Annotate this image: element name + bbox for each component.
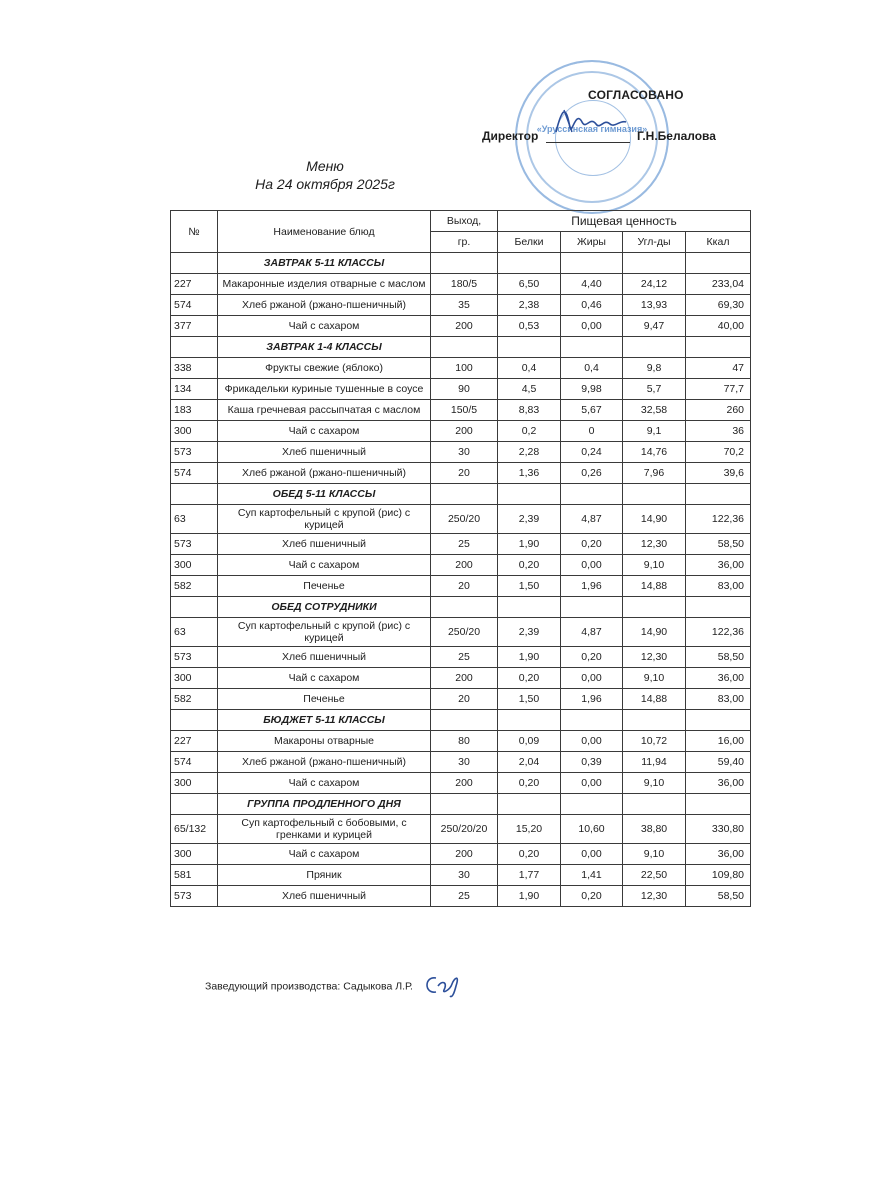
table-row — [171, 731, 751, 752]
dish-name: Хлеб пшеничный — [218, 442, 431, 463]
dish-kcal: 233,04 — [686, 274, 751, 295]
section-num-cell — [171, 710, 218, 731]
section-title: БЮДЖЕТ 5-11 КЛАССЫ — [218, 710, 431, 731]
dish-kcal: 69,30 — [686, 295, 751, 316]
dish-carbs: 22,50 — [623, 865, 686, 886]
dish-fat: 0,4 — [561, 358, 623, 379]
section-empty-cell — [498, 597, 561, 618]
dish-carbs: 12,30 — [623, 647, 686, 668]
table-row — [171, 463, 751, 484]
section-num-cell — [171, 794, 218, 815]
dish-fat: 0,39 — [561, 752, 623, 773]
dish-name: Чай с сахаром — [218, 421, 431, 442]
dish-output: 200 — [431, 668, 498, 689]
dish-number: 300 — [171, 844, 218, 865]
dish-protein: 0,20 — [498, 844, 561, 865]
section-row — [171, 597, 751, 618]
dish-fat: 0,26 — [561, 463, 623, 484]
dish-name: Каша гречневая рассыпчатая с маслом — [218, 400, 431, 421]
dish-kcal: 122,36 — [686, 505, 751, 534]
dish-carbs: 14,88 — [623, 689, 686, 710]
dish-kcal: 40,00 — [686, 316, 751, 337]
dish-name: Макаронные изделия отварные с маслом — [218, 274, 431, 295]
dish-output: 30 — [431, 865, 498, 886]
table-row — [171, 668, 751, 689]
section-num-cell — [171, 597, 218, 618]
dish-number: 574 — [171, 463, 218, 484]
dish-carbs: 24,12 — [623, 274, 686, 295]
dish-kcal: 39,6 — [686, 463, 751, 484]
section-empty-cell — [498, 253, 561, 274]
dish-protein: 1,50 — [498, 689, 561, 710]
dish-number: 338 — [171, 358, 218, 379]
dish-protein: 8,83 — [498, 400, 561, 421]
dish-carbs: 9,10 — [623, 844, 686, 865]
dish-output: 25 — [431, 886, 498, 907]
table-row — [171, 400, 751, 421]
dish-protein: 6,50 — [498, 274, 561, 295]
dish-carbs: 9,8 — [623, 358, 686, 379]
dish-name: Хлеб ржаной (ржано-пшеничный) — [218, 463, 431, 484]
table-row — [171, 576, 751, 597]
dish-output: 200 — [431, 316, 498, 337]
section-empty-cell — [561, 337, 623, 358]
dish-number: 573 — [171, 534, 218, 555]
dish-output: 80 — [431, 731, 498, 752]
header-row-1 — [171, 211, 751, 232]
table-row — [171, 534, 751, 555]
section-empty-cell — [431, 253, 498, 274]
dish-number: 300 — [171, 421, 218, 442]
dish-output: 20 — [431, 463, 498, 484]
dish-number: 300 — [171, 773, 218, 794]
dish-carbs: 13,93 — [623, 295, 686, 316]
dish-fat: 1,96 — [561, 576, 623, 597]
dish-fat: 4,87 — [561, 618, 623, 647]
dish-kcal: 83,00 — [686, 689, 751, 710]
dish-carbs: 14,90 — [623, 505, 686, 534]
dish-protein: 1,90 — [498, 886, 561, 907]
dish-protein: 0,53 — [498, 316, 561, 337]
footer-text: Заведующий производства: Садыкова Л.Р. — [205, 980, 413, 993]
dish-kcal: 109,80 — [686, 865, 751, 886]
dish-fat: 0,00 — [561, 316, 623, 337]
table-row — [171, 865, 751, 886]
section-empty-cell — [561, 484, 623, 505]
dish-kcal: 36,00 — [686, 555, 751, 576]
dish-kcal: 260 — [686, 400, 751, 421]
col-kcal-header: Ккал — [686, 232, 751, 253]
dish-number: 63 — [171, 505, 218, 534]
dish-number: 300 — [171, 668, 218, 689]
dish-protein: 1,90 — [498, 647, 561, 668]
manager-signature-icon — [422, 972, 466, 1001]
table-row — [171, 379, 751, 400]
dish-name: Печенье — [218, 689, 431, 710]
dish-output: 100 — [431, 358, 498, 379]
dish-fat: 0,00 — [561, 668, 623, 689]
dish-name: Суп картофельный с бобовыми, с гренками и курицей — [218, 815, 431, 844]
col-output-unit-header: гр. — [431, 232, 498, 253]
table-row — [171, 844, 751, 865]
section-empty-cell — [498, 337, 561, 358]
dish-carbs: 14,88 — [623, 576, 686, 597]
col-num-header: № — [171, 211, 218, 253]
approval-block — [470, 60, 770, 210]
menu-date: На 24 октября 2025г — [255, 176, 395, 192]
dish-kcal: 36,00 — [686, 844, 751, 865]
dish-name: Хлеб пшеничный — [218, 886, 431, 907]
table-row — [171, 555, 751, 576]
dish-fat: 1,41 — [561, 865, 623, 886]
dish-fat: 0 — [561, 421, 623, 442]
dish-name: Хлеб пшеничный — [218, 534, 431, 555]
dish-fat: 1,96 — [561, 689, 623, 710]
dish-output: 30 — [431, 752, 498, 773]
dish-kcal: 70,2 — [686, 442, 751, 463]
table-row — [171, 316, 751, 337]
dish-output: 200 — [431, 773, 498, 794]
col-carbs-header: Угл-ды — [623, 232, 686, 253]
dish-number: 582 — [171, 576, 218, 597]
section-title: ОБЕД СОТРУДНИКИ — [218, 597, 431, 618]
dish-number: 573 — [171, 886, 218, 907]
section-empty-cell — [686, 253, 751, 274]
dish-name: Суп картофельный с крупой (рис) с курицей — [218, 618, 431, 647]
dish-kcal: 36,00 — [686, 773, 751, 794]
section-empty-cell — [498, 710, 561, 731]
dish-protein: 0,20 — [498, 555, 561, 576]
menu-table — [170, 210, 751, 907]
dish-protein: 1,90 — [498, 534, 561, 555]
dish-kcal: 83,00 — [686, 576, 751, 597]
dish-fat: 4,40 — [561, 274, 623, 295]
dish-output: 200 — [431, 421, 498, 442]
dish-kcal: 77,7 — [686, 379, 751, 400]
dish-kcal: 58,50 — [686, 647, 751, 668]
footer — [205, 972, 466, 1001]
director-name: Г.Н.Белалова — [637, 129, 716, 143]
dish-carbs: 12,30 — [623, 534, 686, 555]
dish-number: 134 — [171, 379, 218, 400]
dish-protein: 15,20 — [498, 815, 561, 844]
dish-number: 183 — [171, 400, 218, 421]
dish-output: 250/20/20 — [431, 815, 498, 844]
dish-output: 250/20 — [431, 505, 498, 534]
dish-output: 250/20 — [431, 618, 498, 647]
section-empty-cell — [623, 710, 686, 731]
col-fat-header: Жиры — [561, 232, 623, 253]
section-empty-cell — [686, 794, 751, 815]
dish-carbs: 9,10 — [623, 668, 686, 689]
dish-output: 35 — [431, 295, 498, 316]
section-empty-cell — [498, 484, 561, 505]
table-row — [171, 295, 751, 316]
dish-name: Чай с сахаром — [218, 316, 431, 337]
section-empty-cell — [623, 484, 686, 505]
dish-fat: 0,00 — [561, 731, 623, 752]
dish-protein: 2,39 — [498, 618, 561, 647]
table-row — [171, 815, 751, 844]
table-row — [171, 752, 751, 773]
section-title: ГРУППА ПРОДЛЕННОГО ДНЯ — [218, 794, 431, 815]
stamp-text: «Уруссинская гимназия» — [536, 124, 648, 134]
dish-kcal: 330,80 — [686, 815, 751, 844]
dish-carbs: 9,47 — [623, 316, 686, 337]
dish-kcal: 36,00 — [686, 668, 751, 689]
dish-kcal: 58,50 — [686, 886, 751, 907]
col-name-header: Наименование блюд — [218, 211, 431, 253]
table-row — [171, 358, 751, 379]
section-row — [171, 794, 751, 815]
table-row — [171, 647, 751, 668]
dish-number: 573 — [171, 647, 218, 668]
dish-protein: 0,20 — [498, 773, 561, 794]
dish-fat: 10,60 — [561, 815, 623, 844]
dish-carbs: 9,1 — [623, 421, 686, 442]
table-row — [171, 618, 751, 647]
dish-output: 150/5 — [431, 400, 498, 421]
dish-carbs: 7,96 — [623, 463, 686, 484]
dish-output: 20 — [431, 689, 498, 710]
section-empty-cell — [686, 484, 751, 505]
dish-protein: 0,2 — [498, 421, 561, 442]
section-empty-cell — [561, 794, 623, 815]
dish-carbs: 14,76 — [623, 442, 686, 463]
dish-protein: 2,38 — [498, 295, 561, 316]
table-row — [171, 773, 751, 794]
section-empty-cell — [686, 710, 751, 731]
table-row — [171, 689, 751, 710]
dish-protein: 1,50 — [498, 576, 561, 597]
section-empty-cell — [431, 597, 498, 618]
dish-protein: 0,4 — [498, 358, 561, 379]
section-empty-cell — [686, 337, 751, 358]
col-output-header: Выход, — [431, 211, 498, 232]
dish-number: 65/132 — [171, 815, 218, 844]
dish-kcal: 36 — [686, 421, 751, 442]
dish-protein: 1,77 — [498, 865, 561, 886]
section-num-cell — [171, 253, 218, 274]
dish-name: Фрукты свежие (яблоко) — [218, 358, 431, 379]
dish-number: 573 — [171, 442, 218, 463]
section-empty-cell — [623, 597, 686, 618]
dish-name: Хлеб ржаной (ржано-пшеничный) — [218, 295, 431, 316]
section-empty-cell — [561, 710, 623, 731]
dish-fat: 0,46 — [561, 295, 623, 316]
dish-name: Макароны отварные — [218, 731, 431, 752]
section-empty-cell — [623, 253, 686, 274]
director-signature-icon — [546, 124, 630, 143]
dish-protein: 1,36 — [498, 463, 561, 484]
approved-label: СОГЛАСОВАНО — [588, 88, 684, 102]
section-empty-cell — [431, 710, 498, 731]
dish-number: 574 — [171, 295, 218, 316]
dish-carbs: 12,30 — [623, 886, 686, 907]
section-empty-cell — [623, 337, 686, 358]
director-line — [482, 124, 716, 143]
dish-name: Чай с сахаром — [218, 668, 431, 689]
dish-carbs: 14,90 — [623, 618, 686, 647]
dish-name: Хлеб пшеничный — [218, 647, 431, 668]
dish-output: 90 — [431, 379, 498, 400]
table-row — [171, 442, 751, 463]
section-num-cell — [171, 484, 218, 505]
dish-carbs: 11,94 — [623, 752, 686, 773]
dish-protein: 2,39 — [498, 505, 561, 534]
dish-output: 200 — [431, 844, 498, 865]
dish-name: Хлеб ржаной (ржано-пшеничный) — [218, 752, 431, 773]
table-row — [171, 505, 751, 534]
director-label: Директор — [482, 129, 539, 143]
dish-number: 300 — [171, 555, 218, 576]
dish-kcal: 16,00 — [686, 731, 751, 752]
section-empty-cell — [431, 484, 498, 505]
dish-fat: 0,00 — [561, 844, 623, 865]
dish-protein: 0,20 — [498, 668, 561, 689]
col-protein-header: Белки — [498, 232, 561, 253]
dish-output: 30 — [431, 442, 498, 463]
dish-kcal: 59,40 — [686, 752, 751, 773]
menu-title: Меню — [306, 158, 344, 174]
dish-number: 582 — [171, 689, 218, 710]
dish-output: 200 — [431, 555, 498, 576]
dish-fat: 9,98 — [561, 379, 623, 400]
section-title: ЗАВТРАК 1-4 КЛАССЫ — [218, 337, 431, 358]
section-row — [171, 710, 751, 731]
dish-fat: 0,00 — [561, 555, 623, 576]
dish-output: 25 — [431, 534, 498, 555]
section-empty-cell — [561, 597, 623, 618]
section-empty-cell — [686, 597, 751, 618]
section-empty-cell — [623, 794, 686, 815]
dish-name: Пряник — [218, 865, 431, 886]
dish-kcal: 58,50 — [686, 534, 751, 555]
section-empty-cell — [498, 794, 561, 815]
dish-output: 25 — [431, 647, 498, 668]
dish-name: Фрикадельки куриные тушенные в соусе — [218, 379, 431, 400]
col-nutrition-header: Пищевая ценность — [498, 211, 751, 232]
dish-protein: 2,28 — [498, 442, 561, 463]
dish-kcal: 122,36 — [686, 618, 751, 647]
dish-number: 574 — [171, 752, 218, 773]
dish-carbs: 38,80 — [623, 815, 686, 844]
dish-fat: 4,87 — [561, 505, 623, 534]
dish-number: 377 — [171, 316, 218, 337]
dish-fat: 0,20 — [561, 886, 623, 907]
dish-carbs: 5,7 — [623, 379, 686, 400]
dish-name: Чай с сахаром — [218, 555, 431, 576]
table-row — [171, 421, 751, 442]
dish-name: Чай с сахаром — [218, 844, 431, 865]
dish-carbs: 10,72 — [623, 731, 686, 752]
section-empty-cell — [431, 794, 498, 815]
dish-name: Печенье — [218, 576, 431, 597]
menu-table-body — [171, 253, 751, 907]
section-title: ОБЕД 5-11 КЛАССЫ — [218, 484, 431, 505]
dish-fat: 0,24 — [561, 442, 623, 463]
section-row — [171, 253, 751, 274]
section-empty-cell — [561, 253, 623, 274]
dish-output: 180/5 — [431, 274, 498, 295]
dish-fat: 0,20 — [561, 534, 623, 555]
dish-carbs: 9,10 — [623, 773, 686, 794]
section-num-cell — [171, 337, 218, 358]
dish-protein: 2,04 — [498, 752, 561, 773]
dish-output: 20 — [431, 576, 498, 597]
dish-protein: 0,09 — [498, 731, 561, 752]
dish-carbs: 32,58 — [623, 400, 686, 421]
dish-carbs: 9,10 — [623, 555, 686, 576]
dish-name: Чай с сахаром — [218, 773, 431, 794]
dish-number: 581 — [171, 865, 218, 886]
section-row — [171, 337, 751, 358]
dish-kcal: 47 — [686, 358, 751, 379]
section-title: ЗАВТРАК 5-11 КЛАССЫ — [218, 253, 431, 274]
dish-fat: 0,20 — [561, 647, 623, 668]
dish-number: 227 — [171, 731, 218, 752]
dish-name: Суп картофельный с крупой (рис) с курицей — [218, 505, 431, 534]
table-row — [171, 274, 751, 295]
dish-fat: 5,67 — [561, 400, 623, 421]
dish-number: 63 — [171, 618, 218, 647]
table-row — [171, 886, 751, 907]
section-empty-cell — [431, 337, 498, 358]
dish-number: 227 — [171, 274, 218, 295]
dish-fat: 0,00 — [561, 773, 623, 794]
dish-protein: 4,5 — [498, 379, 561, 400]
section-row — [171, 484, 751, 505]
